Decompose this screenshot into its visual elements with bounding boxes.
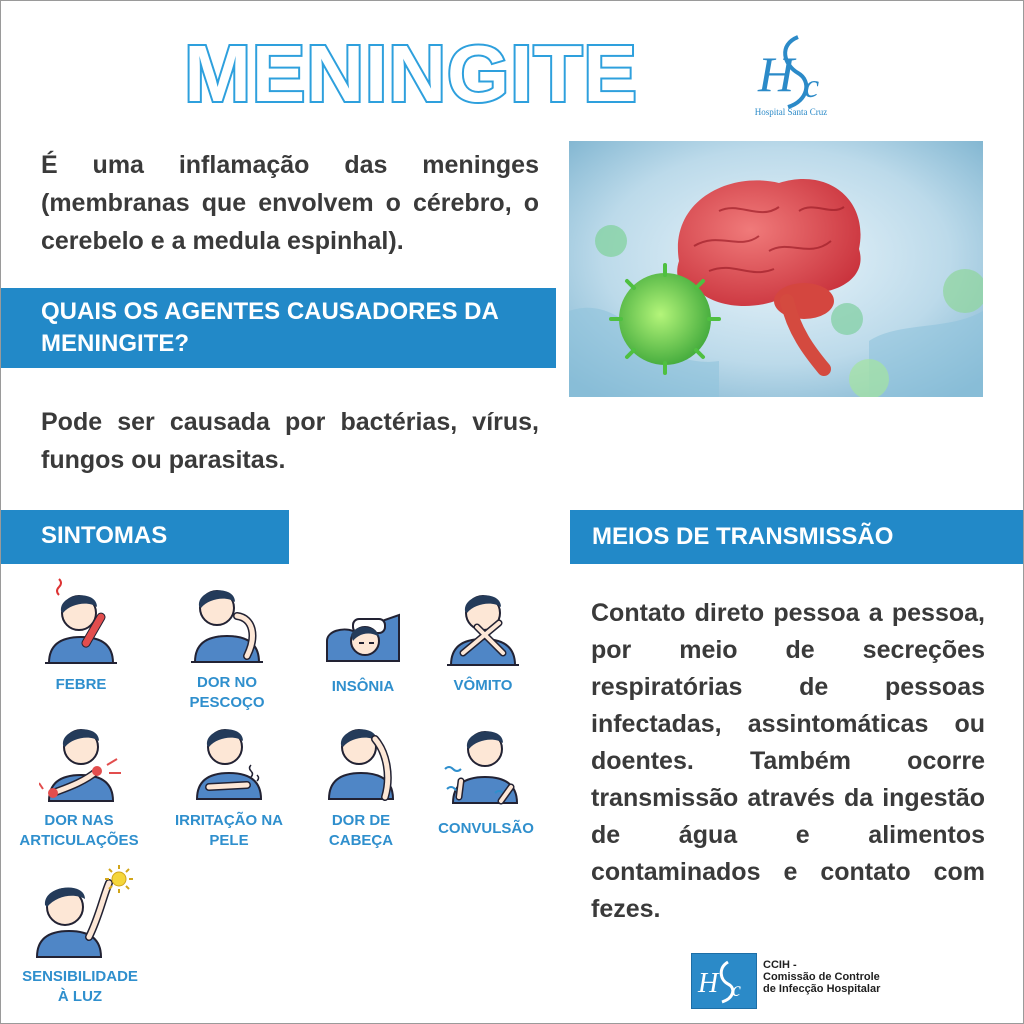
symptom-label: DOR NO PESCOÇO (189, 674, 265, 711)
vomit-icon (443, 583, 523, 669)
svg-text:H: H (698, 968, 719, 999)
ccih-logo (691, 953, 757, 1009)
transmission-heading: MEIOS DE TRANSMISSÃO (570, 510, 1024, 564)
ccih-line-1: CCIH - (763, 959, 797, 971)
sun-icon (105, 865, 133, 893)
agents-heading: QUAIS OS AGENTES CAUSADORES DA MENINGITE? (1, 288, 556, 368)
brain-virus-image (569, 141, 983, 397)
symptom-skin-irritation (174, 717, 284, 857)
ccih-text (763, 959, 880, 995)
symptom-vomit (443, 583, 523, 693)
symptom-label: DOR NAS ARTICULAÇÕES (19, 812, 139, 849)
brain-illustration (569, 141, 983, 397)
symptom-label: DOR DE CABEÇA (328, 812, 394, 849)
symptom-label: VÔMITO (453, 677, 513, 694)
svg-text:c: c (804, 68, 820, 105)
page-title (176, 31, 646, 117)
symptom-light-sensitivity (22, 861, 138, 1011)
joint-pain-icon (39, 713, 129, 805)
svg-text:c: c (732, 979, 741, 1001)
hospital-logo-mark (736, 29, 846, 119)
symptom-fever (41, 571, 121, 693)
symptom-neck-pain (187, 576, 267, 711)
convulsion-icon (441, 717, 531, 807)
hospital-logo (736, 29, 846, 119)
svg-text:H: H (758, 46, 795, 102)
hospital-logo-small-icon (692, 954, 756, 1008)
symptom-label: INSÔNIA (331, 678, 395, 695)
symptom-label: IRRITAÇÃO NA PELE (174, 812, 284, 849)
headache-icon (321, 717, 401, 803)
symptom-insomnia (323, 611, 403, 701)
symptoms-heading: SINTOMAS (1, 510, 289, 564)
intro-text: É uma inflamação das meninges (membranas que envolvem o cérebro, o cerebelo e a medula espinhal). (41, 151, 539, 255)
symptom-label: SENSIBILIDADE À LUZ (22, 968, 138, 1005)
fever-icon (41, 571, 121, 667)
skin-irritation-icon (189, 717, 269, 803)
transmission-text: Contato direto pessoa a pessoa, por meio de secreções respiratórias de pessoas infectadas, assintomáticas ou doentes. Também ocorre transmissão através da ingestão de água e alimentos contaminados e contato com fezes. (591, 599, 985, 923)
symptom-label: CONVULSÃO (438, 820, 534, 837)
virus-icon (611, 265, 719, 373)
ccih-line-2: Comissão de Controle (763, 971, 880, 983)
symptom-label: FEBRE (55, 676, 107, 693)
insomnia-icon (323, 611, 403, 666)
ccih-line-3: de Infecção Hospitalar (763, 983, 881, 995)
symptom-convulsion (438, 717, 534, 837)
title-text: MENINGITE (184, 31, 638, 117)
neck-pain-icon (187, 576, 267, 666)
symptom-joint-pain (19, 713, 139, 853)
causes-text: Pode ser causada por bactérias, vírus, fungos ou parasitas. (41, 408, 539, 474)
light-sensitivity-icon (25, 861, 135, 961)
hospital-name: Hospital Santa Cruz (754, 107, 828, 117)
symptom-headache (321, 717, 401, 857)
